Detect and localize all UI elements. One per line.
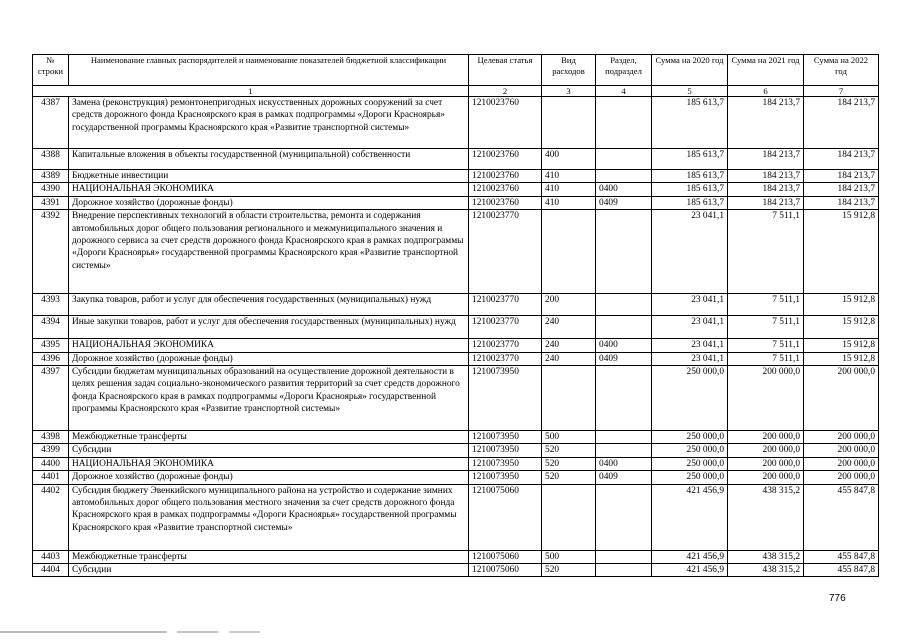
table-row: [33, 196, 879, 209]
target-article-cell: 1210073950: [469, 366, 542, 431]
row-number-cell: 4387: [33, 97, 69, 149]
expense-type-cell: [542, 366, 596, 431]
sum-2020-cell: 250 000,0: [652, 444, 728, 457]
sum-2022-cell: 184 213,7: [804, 183, 879, 196]
section-cell: [596, 550, 652, 563]
target-article-cell: 1210023770: [469, 210, 542, 294]
column-number-4: 4: [596, 86, 652, 97]
expense-type-cell: 240: [542, 316, 596, 339]
table-row: [33, 210, 879, 294]
table-row: [33, 471, 879, 484]
row-number-cell: 4404: [33, 564, 69, 577]
header-row: [33, 55, 879, 86]
section-cell: [596, 170, 652, 183]
row-name-cell: Субсидия бюджету Эвенкийского муниципального района на устройство и содержание зимних автомобильных дорог общего пользования местного значения за счет средств дорожного фонда Красноярского края в рамках подпрограммы «Дороги Красноярья» государственной программы Красноярского края «Развитие транспортной системы»: [69, 484, 469, 550]
section-cell: [596, 294, 652, 316]
table-row: [33, 352, 879, 365]
sum-2022-cell: 15 912,8: [804, 316, 879, 339]
row-name-cell: Иные закупки товаров, работ и услуг для обеспечения государственных (муниципальных) нужд: [69, 316, 469, 339]
expense-type-cell: 200: [542, 294, 596, 316]
sum-2022-cell: 15 912,8: [804, 339, 879, 352]
section-cell: 0400: [596, 183, 652, 196]
row-name-cell: Внедрение перспективных технологий в области строительства, ремонта и содержания автомобильных дорог общего пользования регионального и межмуниципального значения и дорожного сервиса за счет средств дорожного фонда Красноярского края в рамках подпрограммы «Дороги Красноярья» государственной программы Красноярского края «Развитие транспортной системы»: [69, 210, 469, 294]
sum-2022-cell: 200 000,0: [804, 431, 879, 444]
column-number-6: 6: [728, 86, 804, 97]
row-name-cell: Субсидии: [69, 564, 469, 577]
sum-2021-cell: 200 000,0: [728, 471, 804, 484]
sum-2021-cell: 184 213,7: [728, 149, 804, 170]
sum-2021-cell: 7 511,1: [728, 316, 804, 339]
sum-2020-cell: 250 000,0: [652, 431, 728, 444]
table-row: [33, 366, 879, 431]
header-name: Наименование главных распорядителей и наименование показателей бюджетной классификации: [69, 55, 469, 86]
expense-type-cell: [542, 97, 596, 149]
section-cell: 0400: [596, 339, 652, 352]
row-number-cell: 4400: [33, 457, 69, 470]
expense-type-cell: 500: [542, 431, 596, 444]
section-cell: [596, 149, 652, 170]
sum-2020-cell: 23 041,1: [652, 210, 728, 294]
section-cell: [596, 316, 652, 339]
column-number-7: 7: [804, 86, 879, 97]
sum-2021-cell: 200 000,0: [728, 431, 804, 444]
row-name-cell: Субсидии: [69, 444, 469, 457]
row-number-cell: 4390: [33, 183, 69, 196]
row-number-cell: 4403: [33, 550, 69, 563]
column-number-row: [33, 86, 879, 97]
table-row: [33, 316, 879, 339]
section-cell: [596, 97, 652, 149]
sum-2021-cell: 7 511,1: [728, 339, 804, 352]
sum-2020-cell: 250 000,0: [652, 366, 728, 431]
target-article-cell: 1210075060: [469, 484, 542, 550]
sum-2022-cell: 184 213,7: [804, 170, 879, 183]
row-number-cell: 4393: [33, 294, 69, 316]
sum-2020-cell: 185 613,7: [652, 170, 728, 183]
target-article-cell: 1210023770: [469, 316, 542, 339]
row-name-cell: НАЦИОНАЛЬНАЯ ЭКОНОМИКА: [69, 339, 469, 352]
row-number-cell: 4396: [33, 352, 69, 365]
sum-2022-cell: 455 847,8: [804, 550, 879, 563]
target-article-cell: 1210023760: [469, 170, 542, 183]
sum-2022-cell: 200 000,0: [804, 444, 879, 457]
row-name-cell: НАЦИОНАЛЬНАЯ ЭКОНОМИКА: [69, 457, 469, 470]
section-cell: [596, 564, 652, 577]
sum-2021-cell: 7 511,1: [728, 352, 804, 365]
section-cell: 0409: [596, 352, 652, 365]
row-name-cell: Дорожное хозяйство (дорожные фонды): [69, 471, 469, 484]
row-name-cell: Закупка товаров, работ и услуг для обеспечения государственных (муниципальных) нужд: [69, 294, 469, 316]
sum-2020-cell: 250 000,0: [652, 471, 728, 484]
page-number: 776: [829, 593, 846, 604]
table-row: [33, 550, 879, 563]
sum-2021-cell: 7 511,1: [728, 294, 804, 316]
header-sum-2020: Сумма на 2020 год: [652, 55, 728, 86]
sum-2021-cell: 184 213,7: [728, 196, 804, 209]
section-cell: [596, 366, 652, 431]
sum-2021-cell: 200 000,0: [728, 457, 804, 470]
sum-2022-cell: 200 000,0: [804, 471, 879, 484]
sum-2021-cell: 184 213,7: [728, 97, 804, 149]
sum-2020-cell: 185 613,7: [652, 196, 728, 209]
target-article-cell: 1210023760: [469, 149, 542, 170]
header-row-number: № строки: [33, 55, 69, 86]
sum-2020-cell: 185 613,7: [652, 149, 728, 170]
expense-type-cell: 240: [542, 339, 596, 352]
row-number-cell: 4398: [33, 431, 69, 444]
row-number-cell: 4392: [33, 210, 69, 294]
sum-2022-cell: 455 847,8: [804, 564, 879, 577]
sum-2020-cell: 185 613,7: [652, 97, 728, 149]
table-row: [33, 431, 879, 444]
expense-type-cell: 410: [542, 183, 596, 196]
expense-type-cell: [542, 210, 596, 294]
sum-2020-cell: 421 456,9: [652, 484, 728, 550]
row-name-cell: Межбюджетные трансферты: [69, 550, 469, 563]
row-number-cell: 4401: [33, 471, 69, 484]
sum-2021-cell: 200 000,0: [728, 444, 804, 457]
table-row: [33, 183, 879, 196]
header-sum-2022: Сумма на 2022 год: [804, 55, 879, 86]
sum-2022-cell: 200 000,0: [804, 366, 879, 431]
row-name-cell: Межбюджетные трансферты: [69, 431, 469, 444]
table-row: [33, 457, 879, 470]
sum-2022-cell: 15 912,8: [804, 352, 879, 365]
row-number-cell: 4395: [33, 339, 69, 352]
section-cell: [596, 431, 652, 444]
expense-type-cell: 400: [542, 149, 596, 170]
table-row: [33, 339, 879, 352]
table-row: [33, 149, 879, 170]
table-row: [33, 484, 879, 550]
target-article-cell: 1210073950: [469, 431, 542, 444]
section-cell: 0409: [596, 471, 652, 484]
sum-2022-cell: 455 847,8: [804, 484, 879, 550]
sum-2020-cell: 23 041,1: [652, 316, 728, 339]
row-number-cell: 4391: [33, 196, 69, 209]
sum-2022-cell: 184 213,7: [804, 196, 879, 209]
table-body: [33, 97, 879, 577]
row-number-cell: 4389: [33, 170, 69, 183]
target-article-cell: 1210023760: [469, 183, 542, 196]
column-number-1: 1: [33, 86, 469, 97]
table-row: [33, 564, 879, 577]
expense-type-cell: 410: [542, 170, 596, 183]
sum-2022-cell: 15 912,8: [804, 210, 879, 294]
row-name-cell: Замена (реконструкция) ремонтонепригодных искусственных дорожных сооружений за счет средств дорожного фонда Красноярского края в рамках подпрограммы «Дороги Красноярья» государственной программы Красноярского края «Развитие транспортной системы»: [69, 97, 469, 149]
target-article-cell: 1210073950: [469, 444, 542, 457]
scan-artifact-line: [0, 631, 260, 633]
column-number-2: 2: [469, 86, 542, 97]
section-cell: [596, 210, 652, 294]
column-number-5: 5: [652, 86, 728, 97]
sum-2021-cell: 200 000,0: [728, 366, 804, 431]
expense-type-cell: 240: [542, 352, 596, 365]
sum-2021-cell: 438 315,2: [728, 564, 804, 577]
target-article-cell: 1210023770: [469, 294, 542, 316]
target-article-cell: 1210023760: [469, 196, 542, 209]
target-article-cell: 1210073950: [469, 457, 542, 470]
table-row: [33, 444, 879, 457]
sum-2022-cell: 184 213,7: [804, 149, 879, 170]
header-sum-2021: Сумма на 2021 год: [728, 55, 804, 86]
table-row: [33, 294, 879, 316]
row-name-cell: Дорожное хозяйство (дорожные фонды): [69, 352, 469, 365]
target-article-cell: 1210075060: [469, 550, 542, 563]
row-number-cell: 4399: [33, 444, 69, 457]
sum-2020-cell: 23 041,1: [652, 352, 728, 365]
target-article-cell: 1210023760: [469, 97, 542, 149]
expense-type-cell: 520: [542, 444, 596, 457]
row-number-cell: 4397: [33, 366, 69, 431]
table-row: [33, 97, 879, 149]
section-cell: 0400: [596, 457, 652, 470]
column-number-3: 3: [542, 86, 596, 97]
row-name-cell: НАЦИОНАЛЬНАЯ ЭКОНОМИКА: [69, 183, 469, 196]
header-target-article: Целевая статья: [469, 55, 542, 86]
row-name-cell: Дорожное хозяйство (дорожные фонды): [69, 196, 469, 209]
expense-type-cell: 520: [542, 564, 596, 577]
row-name-cell: Бюджетные инвестиции: [69, 170, 469, 183]
sum-2021-cell: 7 511,1: [728, 210, 804, 294]
row-name-cell: Субсидии бюджетам муниципальных образований на осуществление дорожной деятельности в целях решения задач социально-экономического развития территорий за счет средств дорожного фонда Красноярского края в рамках подпрограммы «Дороги Красноярья» государственной программы Красноярского края «Развитие транспортной системы»: [69, 366, 469, 431]
section-cell: 0409: [596, 196, 652, 209]
sum-2020-cell: 250 000,0: [652, 457, 728, 470]
sum-2021-cell: 438 315,2: [728, 484, 804, 550]
sum-2020-cell: 23 041,1: [652, 339, 728, 352]
sum-2021-cell: 184 213,7: [728, 183, 804, 196]
sum-2021-cell: 184 213,7: [728, 170, 804, 183]
target-article-cell: 1210073950: [469, 471, 542, 484]
row-number-cell: 4394: [33, 316, 69, 339]
row-number-cell: 4388: [33, 149, 69, 170]
section-cell: [596, 484, 652, 550]
target-article-cell: 1210075060: [469, 564, 542, 577]
header-expense-type: Вид расходов: [542, 55, 596, 86]
sum-2022-cell: 200 000,0: [804, 457, 879, 470]
expense-type-cell: 500: [542, 550, 596, 563]
sum-2022-cell: 15 912,8: [804, 294, 879, 316]
sum-2021-cell: 438 315,2: [728, 550, 804, 563]
expense-type-cell: 520: [542, 457, 596, 470]
expense-type-cell: 410: [542, 196, 596, 209]
section-cell: [596, 444, 652, 457]
sum-2022-cell: 184 213,7: [804, 97, 879, 149]
expense-type-cell: 520: [542, 471, 596, 484]
target-article-cell: 1210023770: [469, 339, 542, 352]
expense-type-cell: [542, 484, 596, 550]
sum-2020-cell: 421 456,9: [652, 550, 728, 563]
sum-2020-cell: 23 041,1: [652, 294, 728, 316]
header-section: Раздел, подраздел: [596, 55, 652, 86]
row-name-cell: Капитальные вложения в объекты государственной (муниципальной) собственности: [69, 149, 469, 170]
budget-table: [32, 54, 879, 577]
budget-page: [32, 54, 879, 577]
sum-2020-cell: 421 456,9: [652, 564, 728, 577]
sum-2020-cell: 185 613,7: [652, 183, 728, 196]
table-row: [33, 170, 879, 183]
row-number-cell: 4402: [33, 484, 69, 550]
target-article-cell: 1210023770: [469, 352, 542, 365]
